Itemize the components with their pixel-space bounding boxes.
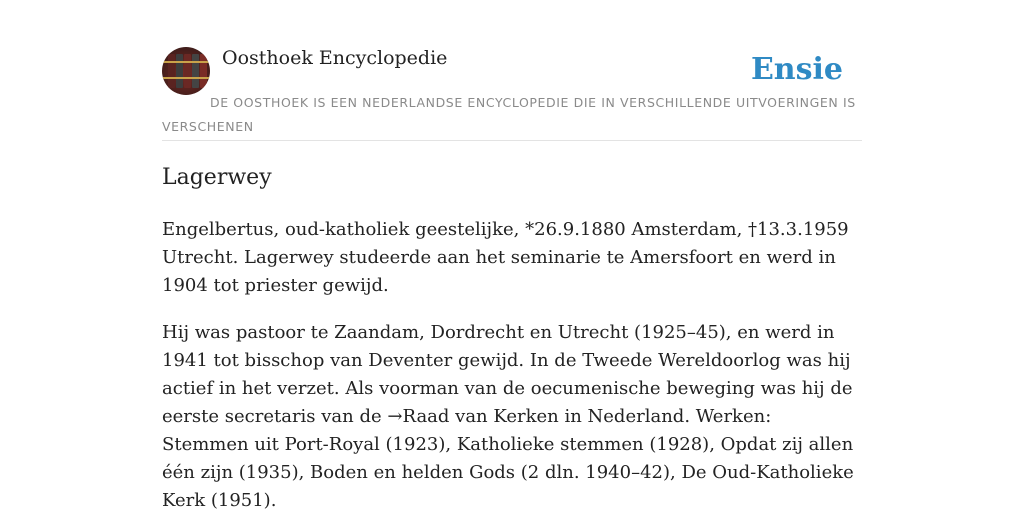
book-spine (176, 54, 183, 88)
article-paragraph: Engelbertus, oud-katholiek geestelijke, *26.9.1880 Amsterdam, †13.3.1959 Utrecht. Lagerwey studeerde aan het seminarie te Amersfoort en werd in 1904 tot priester gewijd. (162, 219, 849, 296)
gold-band (162, 77, 210, 79)
book-spine (192, 54, 199, 88)
gold-band (162, 61, 210, 63)
site-header (162, 46, 862, 141)
site-title[interactable]: Oosthoek Encyclopedie (222, 47, 448, 69)
paragraph-text: . Werken: Stemmen uit Port-Royal (1923), Katholieke stemmen (1928), Opdat zij allen één zijn (1935), Boden en helden Gods (2 dln. 1940–42), De Oud-Katholieke Kerk (1951). (162, 406, 854, 511)
brand-logo[interactable]: Ensie (750, 52, 843, 87)
book-spine (168, 54, 175, 88)
site-tagline: DE OOSTHOEK IS EEN NEDERLANDSE ENCYCLOPEDIE DIE IN VERSCHILLENDE UITVOERINGEN IS VERSCHENEN (162, 95, 856, 134)
article-paragraph (162, 319, 862, 512)
article-title: Lagerwey (162, 165, 272, 190)
paragraph-text: Hij was pastoor te Zaandam, Dordrecht en Utrecht (1925–45), en werd in 1941 tot bisschop van Deventer gewijd. In de Tweede Wereldoorlog was hij actief in het verzet. Als voorman van de oecumenische beweging was hij de eerste secretaris van de (162, 322, 853, 427)
book-spine (184, 54, 191, 88)
cross-reference-link[interactable]: →Raad van Kerken in Nederland (387, 406, 685, 427)
book-spine (200, 54, 207, 88)
bookshelf-icon[interactable] (162, 47, 210, 95)
